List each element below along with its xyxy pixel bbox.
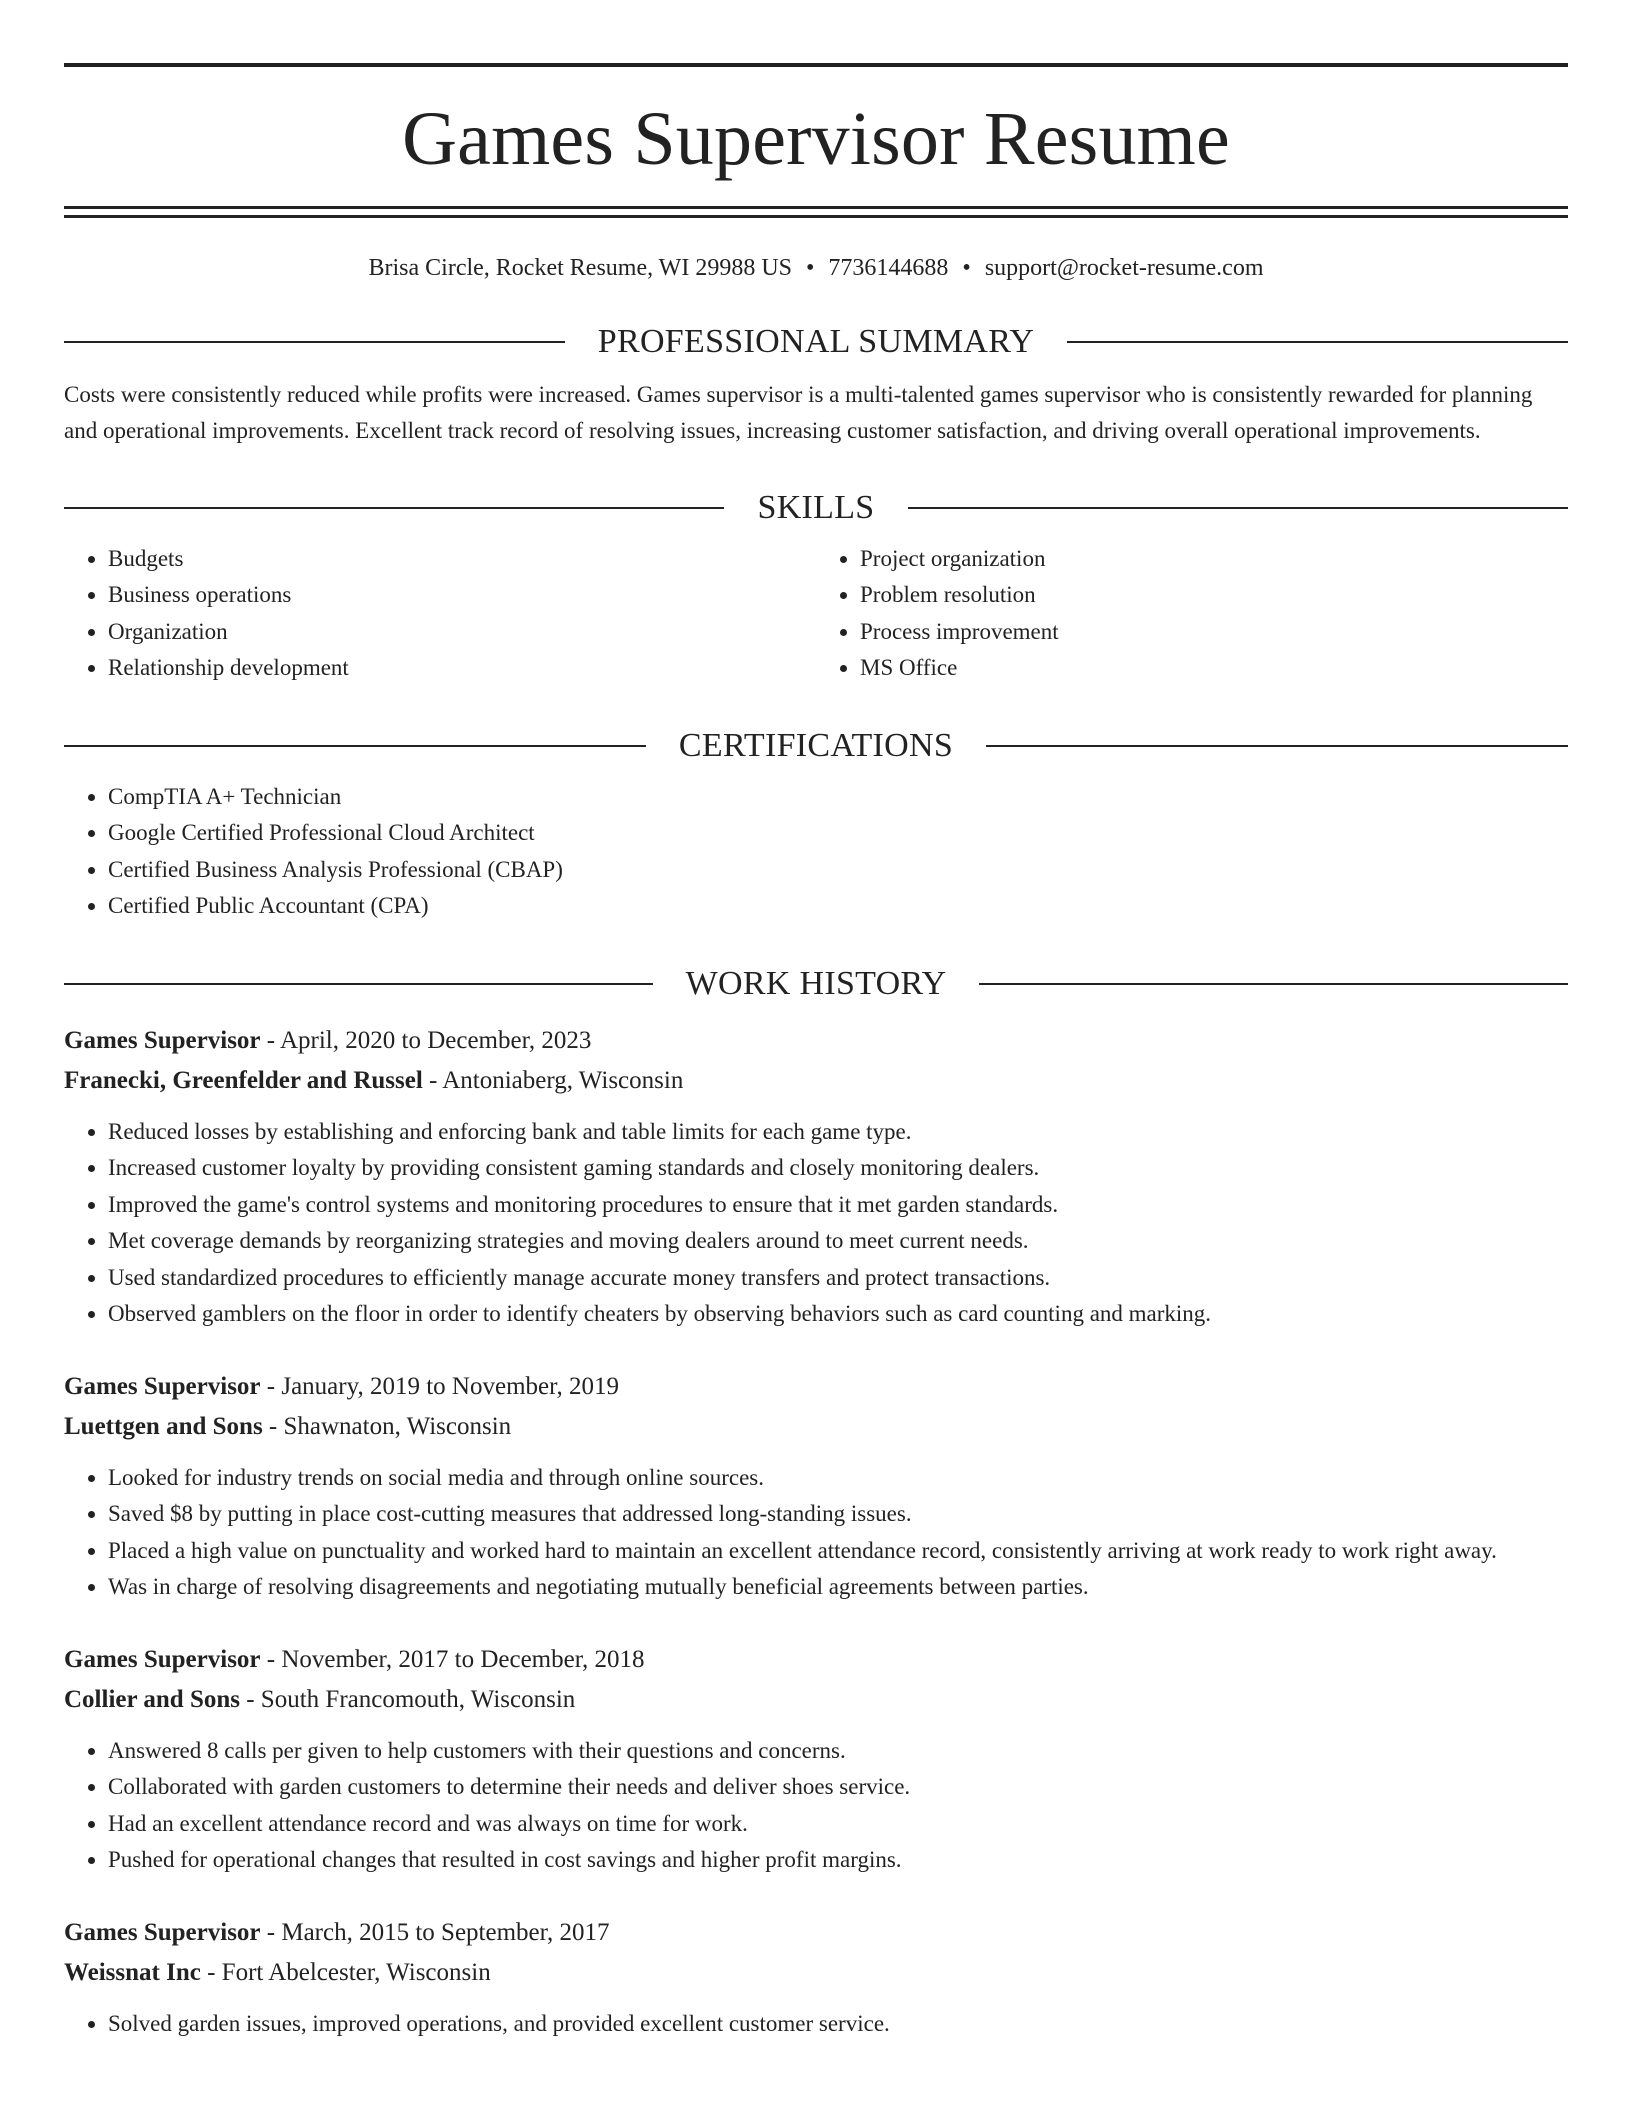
heading-rule [1067,341,1568,343]
job-bullet: • Solved garden issues, improved operations, and provided excellent customer service. [108,2006,1568,2043]
skill-item: • Business operations [108,577,816,614]
skill-item: • Relationship development [108,650,816,687]
contact-phone: 7736144688 [828,255,949,281]
heading-rule [986,745,1568,747]
section-heading-skills [64,488,1568,526]
job-bullet: • Collaborated with garden customers to determine their needs and deliver shoes service. [108,1769,1568,1806]
job-dates: - March, 2015 to September, 2017 [260,1918,610,1946]
job-bullet: • Was in charge of resolving disagreements and negotiating mutually beneficial agreements between parties. [108,1569,1568,1606]
top-rule [64,63,1568,67]
resume-title: Games Supervisor Resume [402,97,1230,181]
contact-address: Brisa Circle, Rocket Resume, WI 29988 US [368,255,792,281]
contact-separator: • [806,255,815,281]
job-bullet: • Saved $8 by putting in place cost-cutting measures that addressed long-standing issues. [108,1496,1568,1533]
heading-rule [908,507,1568,509]
certification-item: • Google Certified Professional Cloud Architect [108,815,1568,852]
section-label: PROFESSIONAL SUMMARY [597,322,1035,360]
skill-item: • Process improvement [860,614,1568,651]
job-bullet: • Reduced losses by establishing and enforcing bank and table limits for each game type. [108,1114,1568,1151]
job-bullet: • Met coverage demands by reorganizing strategies and moving dealers around to meet current needs. [108,1223,1568,1260]
job-bullet: • Placed a high value on punctuality and worked hard to maintain an excellent attendance record, consistently arriving at work ready to work right away. [108,1533,1568,1570]
job-title-line [64,1021,1568,1061]
skills-columns [64,541,1568,687]
job-bullets [64,2006,1568,2043]
job-title: Games Supervisor [64,1026,261,1054]
job-bullet: • Used standardized procedures to efficiently manage accurate money transfers and protect transactions. [108,1260,1568,1297]
job-company: Luettgen and Sons [64,1412,263,1440]
certification-item: • Certified Public Accountant (CPA) [108,888,1568,925]
job-title-line [64,1640,1568,1680]
job-location: - Antoniaberg, Wisconsin [422,1066,684,1094]
job-company-line [64,1680,1568,1720]
job-location: - Shawnaton, Wisconsin [262,1412,512,1440]
job-company: Collier and Sons [64,1685,240,1713]
heading-rule [64,341,565,343]
job-title: Games Supervisor [64,1645,261,1673]
skill-item: • Problem resolution [860,577,1568,614]
job-bullets [64,1460,1568,1606]
heading-rule [64,745,646,747]
skills-list-right [816,541,1568,687]
job-title-line [64,1913,1568,1953]
skill-item: • Organization [108,614,816,651]
contact-line [64,254,1568,283]
job-company: Franecki, Greenfelder and Russel [64,1066,423,1094]
job-bullet: • Observed gamblers on the floor in order to identify cheaters by observing behaviors such as card counting and marking. [108,1296,1568,1333]
job-dates: - November, 2017 to December, 2018 [260,1645,645,1673]
job-bullet: • Looked for industry trends on social media and through online sources. [108,1460,1568,1497]
heading-rule [64,507,724,509]
section-heading-work-history [64,964,1568,1002]
title-double-rule [64,206,1568,218]
certification-item: • Certified Business Analysis Professional (CBAP) [108,852,1568,889]
section-label: CERTIFICATIONS [678,726,954,764]
job-title-line [64,1367,1568,1407]
job-title: Games Supervisor [64,1372,261,1400]
job-company-line [64,1953,1568,1993]
job-dates: - January, 2019 to November, 2019 [260,1372,619,1400]
job-bullet: • Answered 8 calls per given to help customers with their questions and concerns. [108,1733,1568,1770]
job-company-line [64,1407,1568,1447]
job-dates: - April, 2020 to December, 2023 [260,1026,592,1054]
job-title: Games Supervisor [64,1918,261,1946]
job-bullet: • Pushed for operational changes that resulted in cost savings and higher profit margins. [108,1842,1568,1879]
section-label: WORK HISTORY [685,964,947,1002]
job-location: - South Francomouth, Wisconsin [239,1685,576,1713]
job-company: Weissnat Inc [64,1958,201,1986]
job-bullets [64,1114,1568,1333]
job-bullet: • Improved the game's control systems and monitoring procedures to ensure that it met garden standards. [108,1187,1568,1224]
skill-item: • MS Office [860,650,1568,687]
contact-separator: • [962,255,971,281]
certifications-list [64,779,1568,925]
job-bullets [64,1733,1568,1879]
job-entry [64,1640,1568,1879]
job-entry [64,1021,1568,1333]
section-label: SKILLS [757,488,875,526]
contact-email: support@rocket-resume.com [984,255,1264,281]
job-entry [64,1913,1568,2043]
section-heading-summary [64,322,1568,360]
summary-text: Costs were consistently reduced while profits were increased. Games supervisor is a multi-talented games supervisor who is consistently rewarded for planning and operational improvements. Excellent track record of resolving issues, increasing customer satisfaction, and driving overall operational improvements. [64,381,1533,443]
heading-rule [64,983,653,985]
job-location: - Fort Abelcester, Wisconsin [200,1958,491,1986]
section-heading-certifications [64,726,1568,764]
job-bullet: • Increased customer loyalty by providing consistent gaming standards and closely monitoring dealers. [108,1150,1568,1187]
skill-item: • Budgets [108,541,816,578]
job-bullet: • Had an excellent attendance record and was always on time for work. [108,1806,1568,1843]
skill-item: • Project organization [860,541,1568,578]
certification-item: • CompTIA A+ Technician [108,779,1568,816]
job-entry [64,1367,1568,1606]
skills-list-left [64,541,816,687]
job-company-line [64,1061,1568,1101]
heading-rule [979,983,1568,985]
